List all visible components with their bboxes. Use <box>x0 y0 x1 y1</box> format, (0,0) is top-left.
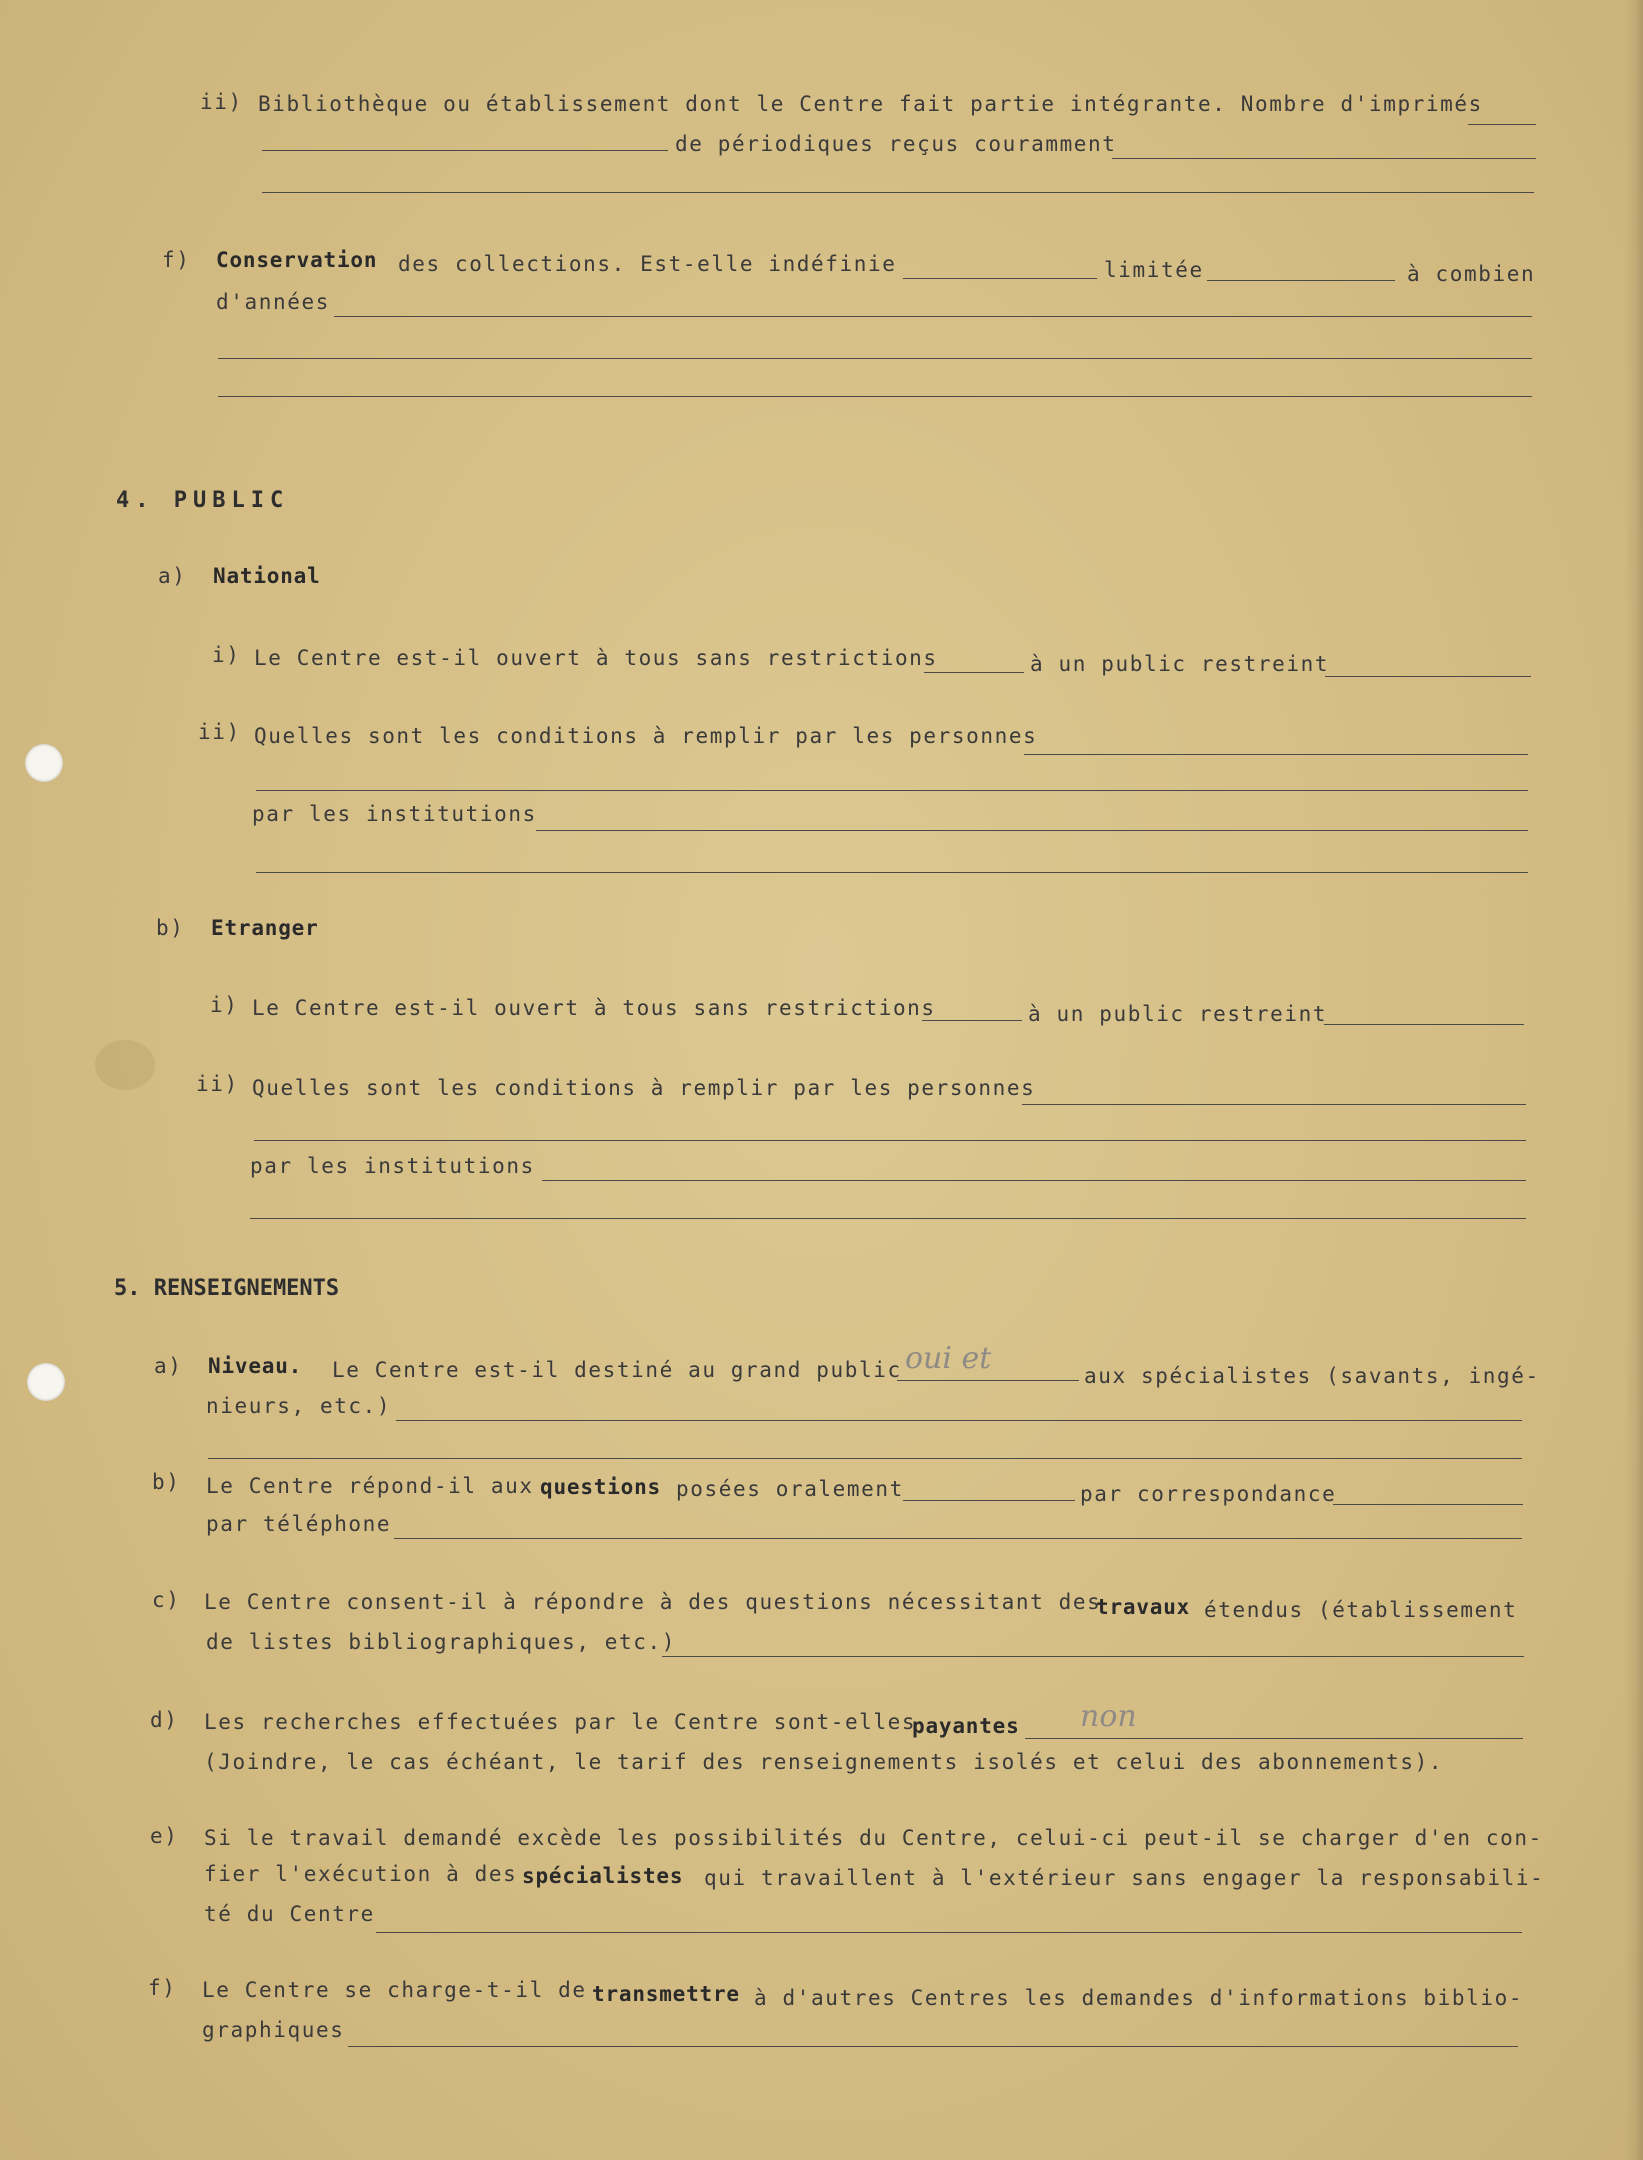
item-text: nieurs, etc.) <box>206 1394 392 1418</box>
item-text: par les institutions <box>250 1154 535 1178</box>
fill-line[interactable] <box>256 790 1528 791</box>
fill-line[interactable] <box>924 672 1024 673</box>
fill-line[interactable] <box>254 1140 1526 1141</box>
item-bold: Niveau. <box>208 1354 303 1378</box>
handwritten-answer: oui et <box>905 1341 992 1376</box>
item-text: aux spécialistes (savants, ingé- <box>1084 1364 1540 1388</box>
item-label: a) <box>158 564 187 588</box>
fill-line[interactable] <box>376 1932 1522 1933</box>
fill-line[interactable] <box>1324 1024 1524 1025</box>
handwritten-answer: non <box>1080 1699 1137 1734</box>
fill-line[interactable] <box>1024 754 1528 755</box>
fill-line[interactable] <box>1333 1504 1523 1505</box>
item-text: par téléphone <box>206 1512 392 1536</box>
fill-line[interactable] <box>208 1458 1522 1459</box>
item-label: d) <box>150 1708 179 1732</box>
item-text: qui travaillent à l'extérieur sans engager la responsabili- <box>704 1866 1545 1890</box>
fill-line[interactable] <box>1207 280 1395 281</box>
item-bold: Conservation <box>216 248 378 272</box>
fill-line[interactable] <box>903 1500 1075 1501</box>
item-text: d'années <box>216 290 330 314</box>
item-text: Le Centre se charge-t-il de <box>202 1978 587 2002</box>
item-label: i) <box>210 993 239 1017</box>
item-text: Le Centre répond-il aux <box>206 1474 534 1498</box>
fill-line[interactable] <box>396 1420 1522 1421</box>
item-text: Les recherches effectuées par le Centre sont-elles <box>204 1710 917 1734</box>
item-label: b) <box>156 916 185 940</box>
item-bold: questions <box>540 1475 661 1499</box>
fill-line[interactable] <box>218 358 1532 359</box>
item-bold: spécialistes <box>522 1864 684 1888</box>
item-label: f) <box>148 1976 177 2000</box>
item-text: à un public restreint <box>1028 1002 1328 1026</box>
item-text: fier l'exécution à des <box>204 1862 518 1886</box>
fill-line[interactable] <box>348 2046 1518 2047</box>
item-text: Le Centre est-il ouvert à tous sans restrictions <box>254 646 938 670</box>
fill-line[interactable] <box>394 1538 1522 1539</box>
item-text: Le Centre est-il destiné au grand public <box>332 1358 902 1382</box>
item-label: f) <box>162 248 191 272</box>
item-label: i) <box>212 643 241 667</box>
item-text: à combien <box>1407 262 1536 286</box>
item-text: de listes bibliographiques, etc.) <box>206 1630 677 1654</box>
item-text: Le Centre est-il ouvert à tous sans restrictions <box>252 996 936 1020</box>
fill-line[interactable] <box>1468 124 1536 125</box>
item-text: Quelles sont les conditions à remplir par les personnes <box>254 724 1038 748</box>
item-text: à d'autres Centres les demandes d'informations biblio- <box>754 1986 1524 2010</box>
item-bold: National <box>213 564 321 588</box>
item-text: par correspondance <box>1080 1482 1337 1506</box>
item-bold: transmettre <box>592 1982 740 2006</box>
fill-line[interactable] <box>1325 676 1531 677</box>
item-label: a) <box>154 1354 183 1378</box>
item-bold: payantes <box>912 1714 1020 1738</box>
item-label: b) <box>152 1470 181 1494</box>
fill-line[interactable] <box>903 278 1097 279</box>
section-heading: 4. PUBLIC <box>116 488 290 513</box>
item-text: par les institutions <box>252 802 537 826</box>
fill-line[interactable] <box>922 1020 1022 1021</box>
item-text: des collections. Est-elle indéfinie <box>398 252 897 276</box>
punch-hole-top <box>25 744 63 782</box>
fill-line[interactable] <box>897 1380 1079 1381</box>
item-text: étendus (établissement <box>1204 1598 1518 1622</box>
fill-line[interactable] <box>536 830 1528 831</box>
item-text: Le Centre consent-il à répondre à des questions nécessitant des <box>204 1590 1102 1614</box>
item-text: posées oralement <box>676 1477 904 1501</box>
fill-line[interactable] <box>334 316 1532 317</box>
item-text: de périodiques reçus couramment <box>675 132 1117 156</box>
section-heading: 5. RENSEIGNEMENTS <box>114 1276 340 1301</box>
item-text: Bibliothèque ou établissement dont le Centre fait partie intégrante. Nombre d'imprimés <box>258 92 1483 116</box>
item-label: e) <box>150 1824 179 1848</box>
paper-edge <box>1625 0 1643 2160</box>
fill-line[interactable] <box>262 150 668 151</box>
punch-hole-bottom <box>27 1363 65 1401</box>
item-label: ii) <box>196 1072 239 1096</box>
item-label: ii) <box>198 720 241 744</box>
paper-stain <box>95 1040 155 1090</box>
item-text: à un public restreint <box>1030 652 1330 676</box>
item-text: Quelles sont les conditions à remplir par les personnes <box>252 1076 1036 1100</box>
item-label: ii) <box>200 90 243 114</box>
item-text: limitée <box>1104 258 1204 282</box>
fill-line[interactable] <box>1112 158 1536 159</box>
fill-line[interactable] <box>1022 1104 1526 1105</box>
fill-line[interactable] <box>250 1218 1526 1219</box>
item-text: Si le travail demandé excède les possibilités du Centre, celui-ci peut-il se charger d'en con- <box>204 1826 1543 1850</box>
item-text: té du Centre <box>204 1902 375 1926</box>
item-text: (Joindre, le cas échéant, le tarif des renseignements isolés et celui des abonnements). <box>204 1750 1444 1774</box>
item-text: graphiques <box>202 2018 345 2042</box>
fill-line[interactable] <box>1025 1738 1523 1739</box>
item-bold: travaux <box>1096 1595 1191 1619</box>
fill-line[interactable] <box>542 1180 1526 1181</box>
item-label: c) <box>152 1588 181 1612</box>
fill-line[interactable] <box>262 192 1534 193</box>
fill-line[interactable] <box>662 1656 1524 1657</box>
item-bold: Etranger <box>211 916 319 940</box>
fill-line[interactable] <box>256 872 1528 873</box>
fill-line[interactable] <box>218 396 1532 397</box>
